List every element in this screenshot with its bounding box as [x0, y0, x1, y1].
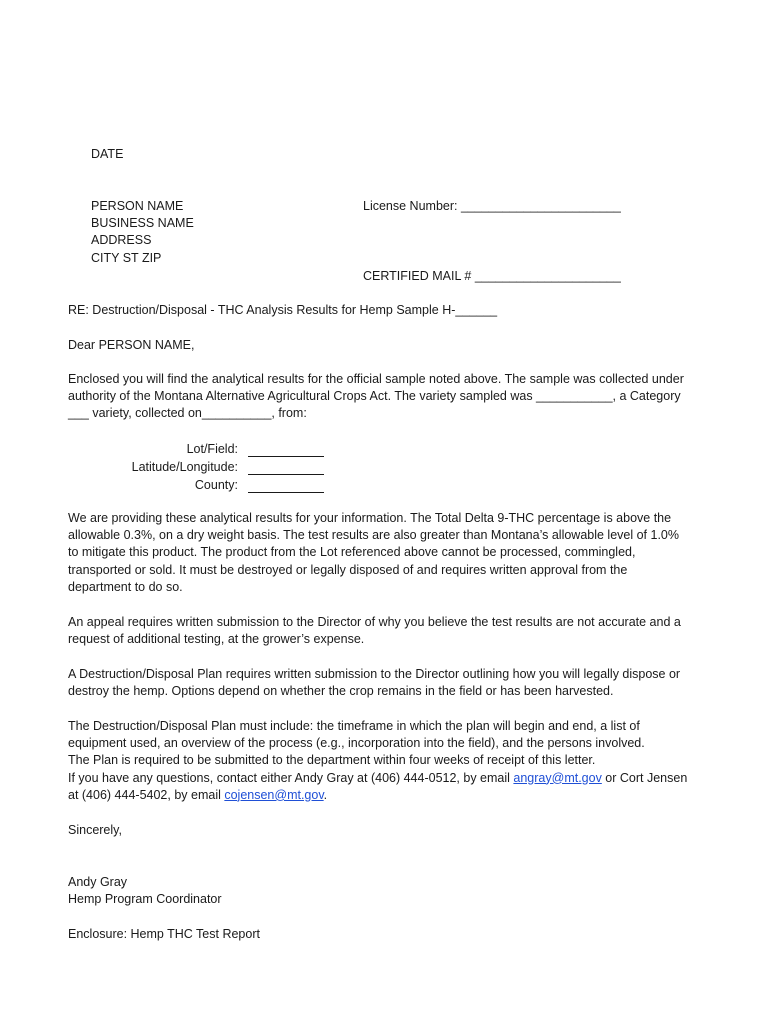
recipient-address: ADDRESS	[91, 233, 152, 248]
recipient-address-block	[91, 198, 194, 267]
field-blank-latlong	[248, 462, 324, 475]
salutation: Dear PERSON NAME,	[68, 338, 195, 352]
field-label-lot: Lot/Field:	[186, 442, 238, 457]
signature-block	[68, 874, 222, 908]
paragraph-line: The Plan is required to be submitted to the department within four weeks of receipt of this letter.	[68, 753, 596, 768]
closing: Sincerely,	[68, 823, 122, 837]
recipient-business: BUSINESS NAME	[91, 216, 194, 231]
email-link-angray[interactable]: angray@mt.gov	[513, 770, 602, 785]
contact-text: at (406) 444-5402, by email	[68, 787, 225, 802]
contact-line-1	[68, 770, 708, 787]
paragraph-line: request of additional testing, at the grower’s expense.	[68, 632, 365, 647]
paragraph-enclosed-results	[68, 371, 708, 423]
paragraph-appeal	[68, 614, 708, 648]
paragraph-line: Enclosed you will find the analytical results for the official sample noted above. The sample was collected under	[68, 372, 684, 386]
field-row-county	[100, 477, 340, 495]
paragraph-line: authority of the Montana Alternative Agricultural Crops Act. The variety sampled was ___________, a Category	[68, 389, 681, 404]
contact-text: If you have any questions, contact either Andy Gray at (406) 444-0512, by email	[68, 770, 514, 785]
paragraph-line: destroy the hemp. Options depend on whether the crop remains in the field or has been harvested.	[68, 684, 614, 699]
license-number: License Number: _______________________	[363, 199, 621, 213]
enclosure-line: Enclosure: Hemp THC Test Report	[68, 927, 260, 941]
subject-line: RE: Destruction/Disposal - THC Analysis Results for Hemp Sample H-______	[68, 303, 498, 317]
recipient-city: CITY ST ZIP	[91, 250, 162, 265]
contact-text: or Cort Jensen	[601, 770, 688, 785]
paragraph-line: department to do so.	[68, 579, 183, 594]
paragraph-line: A Destruction/Disposal Plan requires written submission to the Director outlining how you will legally dispose or	[68, 667, 681, 681]
signer-name: Andy Gray	[68, 875, 128, 889]
paragraph-line: transported or sold. It must be destroyed or legally disposed of and requires written approval from the	[68, 562, 628, 577]
paragraph-line: An appeal requires written submission to the Director of why you believe the test results are not accurate and a	[68, 615, 681, 629]
contact-line-2	[68, 787, 708, 804]
sample-location-fields	[100, 441, 340, 495]
paragraph-disposal-plan	[68, 666, 708, 700]
paragraph-line: equipment used, an overview of the process (e.g., incorporation into the field), and the persons involved.	[68, 736, 645, 751]
paragraph-plan-requirements	[68, 718, 708, 804]
field-row-lot	[100, 441, 340, 459]
paragraph-line: ___ variety, collected on__________, from:	[68, 406, 307, 421]
paragraph-line: allowable 0.3%, on a dry weight basis. The test results are also greater than Montana’s allowable level of 1.0%	[68, 528, 679, 543]
certified-mail-number: CERTIFIED MAIL # _____________________	[363, 269, 621, 283]
field-row-latlong	[100, 459, 340, 477]
contact-text: .	[323, 787, 328, 802]
field-blank-lot	[248, 444, 324, 457]
date-line: DATE	[91, 147, 124, 161]
field-label-latlong: Latitude/Longitude:	[131, 460, 238, 475]
field-label-county: County:	[194, 478, 238, 493]
field-blank-county	[248, 480, 324, 493]
paragraph-line: to mitigate this product. The product from the Lot referenced above cannot be processed, commingled,	[68, 545, 636, 560]
signer-title: Hemp Program Coordinator	[68, 892, 222, 907]
paragraph-line: The Destruction/Disposal Plan must include: the timeframe in which the plan will begin and end, a list of	[68, 719, 640, 733]
paragraph-analytical-results	[68, 510, 708, 596]
paragraph-line: We are providing these analytical results for your information. The Total Delta 9-THC percentage is above the	[68, 511, 672, 525]
email-link-cojensen[interactable]: cojensen@mt.gov	[224, 787, 324, 802]
recipient-name: PERSON NAME	[91, 199, 184, 213]
